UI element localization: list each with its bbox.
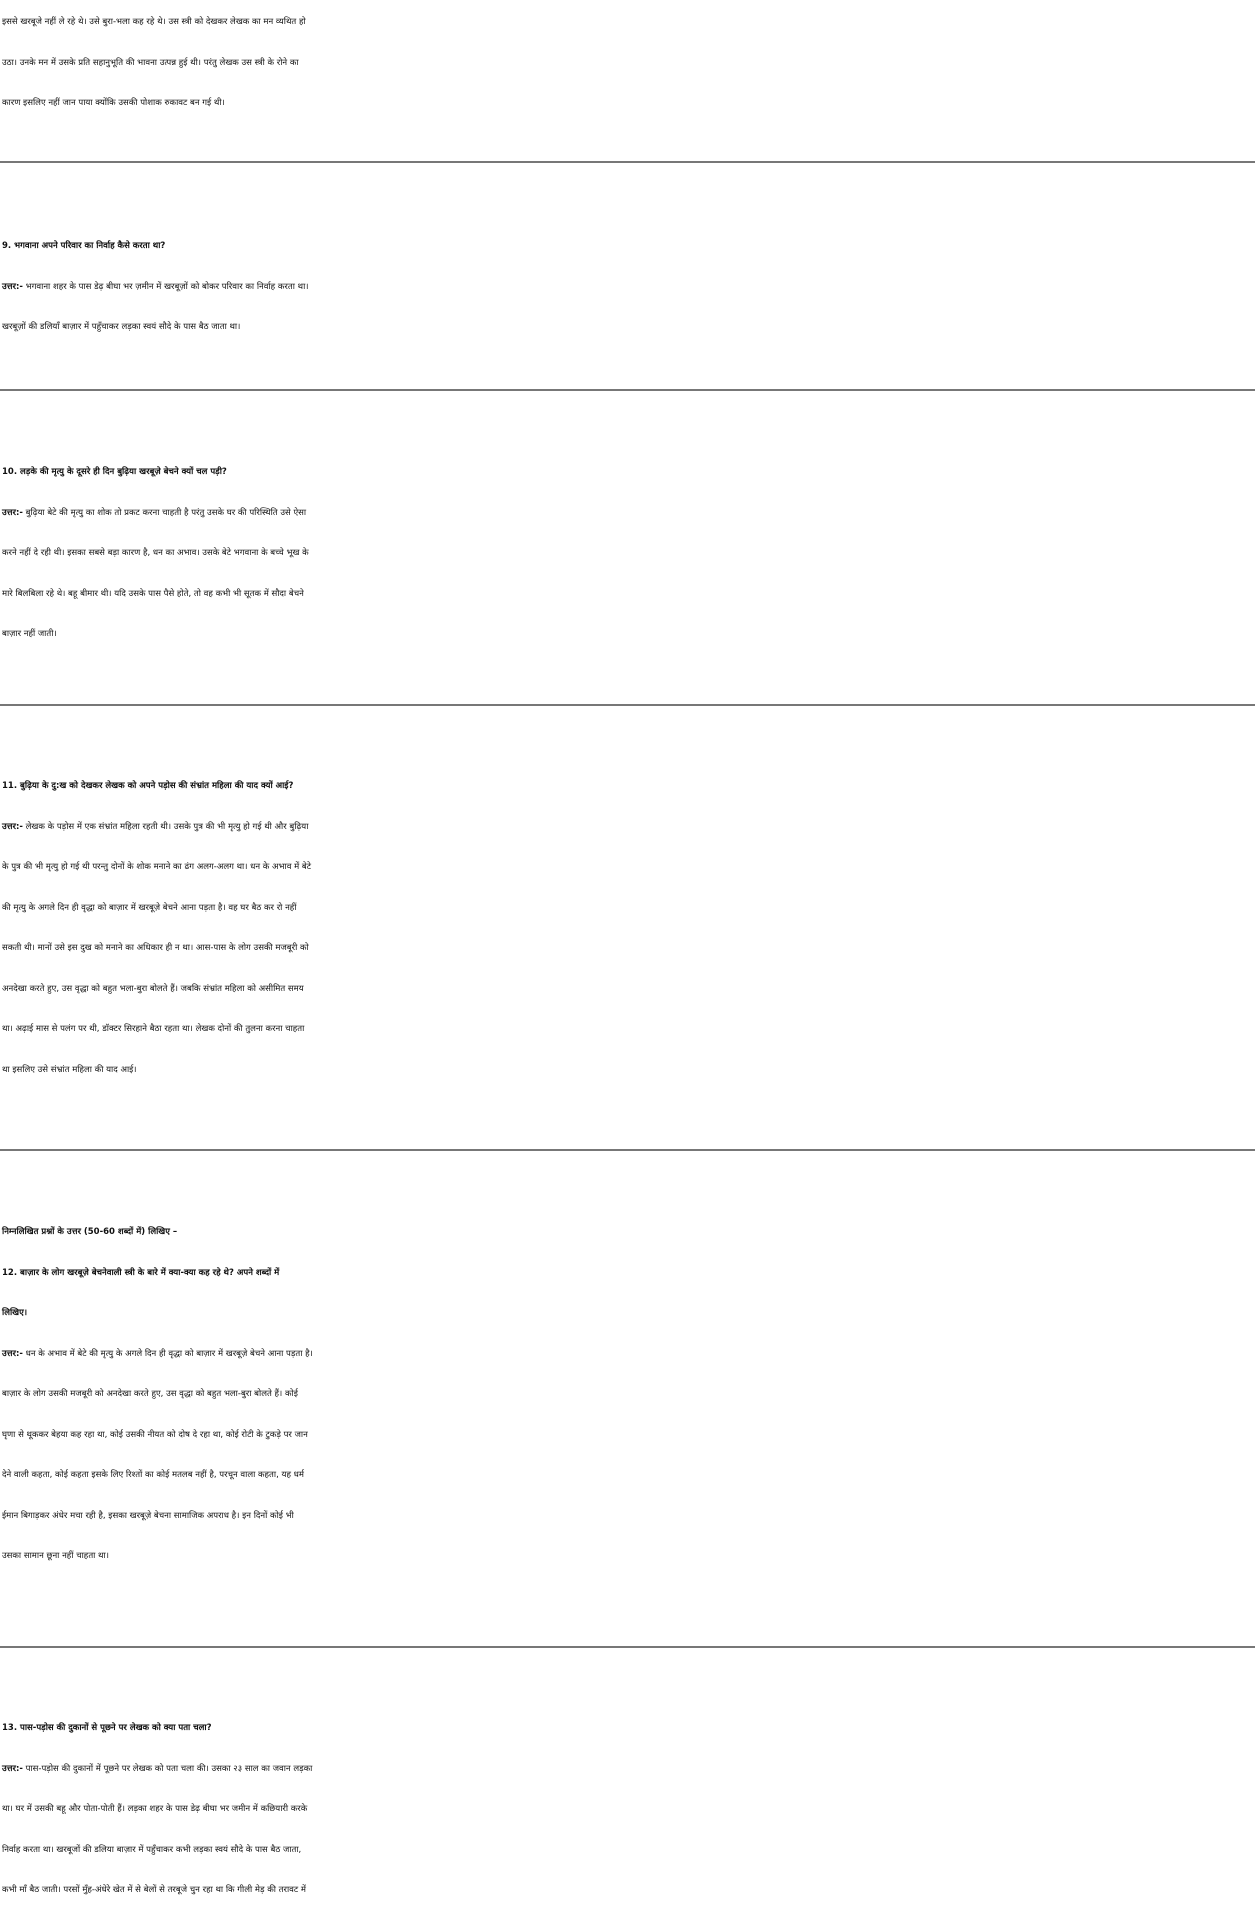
divider <box>0 1149 1255 1151</box>
question-heading: 9. भगवाना अपने परिवार का निर्वाह कैसे करता था? <box>2 241 166 251</box>
answer-label: उत्तर:- <box>2 1348 23 1359</box>
answer-line: के पुत्र की भी मृत्यु हो गई थी परन्तु दोनों के शोक मनाने का ढंग अलग-अलग था। धन के अभाव में बेटे <box>2 862 312 872</box>
answer-line: उसका सामान छूना नहीं चाहता था। <box>2 1551 109 1561</box>
answer-text: बुढ़िया बेटे की मृत्यु का शोक तो प्रकट करना चाहती है परंतु उसके घर की परिस्थिति उसे ऐसा <box>22 507 307 518</box>
section-heading: निम्नलिखित प्रश्नों के उत्तर (50-60 शब्दों में) लिखिए – <box>2 1227 178 1237</box>
question-block-10 <box>2 452 1255 655</box>
answer-label: उत्तर:- <box>2 1763 23 1774</box>
answer-line: मारे बिलबिला रहे थे। बहू बीमार थी। यदि उसके पास पैसे होते, तो वह कभी भी सूतक में सौदा बेचने <box>2 588 304 599</box>
divider <box>0 1646 1255 1648</box>
answer-line: निर्वाह करता था। खरबूजों की डलिया बाज़ार में पहुँचाकर कभी लड़का स्वयं सौदे के पास बैठ जाता, <box>2 1844 302 1855</box>
answer-line: देने वाली कहता, कोई कहता इसके लिए रिश्तों का कोई मतलब नहीं है, परचून वाला कहता, यह धर्म <box>2 1470 304 1480</box>
text-line: उठा। उनके मन में उसके प्रति सहानुभूति की भावना उत्पन्न हुई थी। परंतु लेखक उस स्त्री के रोने का <box>2 57 299 68</box>
answer-line: करने नहीं दे रही थी। इसका सबसे बड़ा कारण है, धन का अभाव। उसके बेटे भगवाना के बच्चे भूख के <box>2 548 309 558</box>
answer-line: बाज़ार के लोग उसकी मजबूरी को अनदेखा करते हुए, उस वृद्धा को बहुत भला-बुरा बोलते हैं। कोई <box>2 1389 298 1399</box>
answer-text: भगवाना शहर के पास डेढ़ बीघा भर ज़मीन में खरबूज़ों को बोकर परिवार का निर्वाह करता था। <box>22 281 309 292</box>
question-heading: लिखिए। <box>2 1308 28 1318</box>
divider <box>0 704 1255 706</box>
answer-label: उत्तर:- <box>2 281 23 292</box>
answer-line: सकती थी। मानों उसे इस दुख को मनाने का अधिकार ही न था। आस-पास के लोग उसकी मजबूरी को <box>2 943 309 953</box>
answer-line <box>2 493 1255 534</box>
answer-text: धन के अभाव में बेटे की मृत्यु के अगले दिन ही वृद्धा को बाज़ार में खरबूज़े बेचने आना पड़ता है। <box>22 1348 313 1359</box>
answer-line <box>2 267 1255 308</box>
answer-line <box>2 807 1255 848</box>
answer-line: कभी माँ बैठ जाती। परसों मुँह-अंधेरे खेत में से बेलों से तरबूजे चुन रहा था कि गीली मेड़ की तरावट में <box>2 1885 306 1895</box>
text-line: कारण इसलिए नहीं जान पाया क्योंकि उसकी पोशाक रुकावट बन गई थी। <box>2 98 225 108</box>
question-heading: 11. बुढ़िया के दु:ख को देखकर लेखक को अपने पड़ोस की संभ्रांत महिला की याद क्यों आई? <box>2 781 294 791</box>
question-block-9 <box>2 226 1255 348</box>
text-line: इससे खरबूजे नहीं ले रहे थे। उसे बुरा-भला कह रहे थे। उस स्त्री को देखकर लेखक का मन व्यथित हो <box>2 17 306 27</box>
answer-label: उत्तर:- <box>2 821 23 832</box>
answer-line: अनदेखा करते हुए, उस वृद्धा को बहुत भला-बुरा बोलते हैं। जबकि संभ्रांत महिला को असीमित समय <box>2 983 304 994</box>
answer-line: था। घर में उसकी बहू और पोता-पोती हैं। लड़का शहर के पास डेढ़ बीघा भर जमीन में कछियारी करके <box>2 1804 308 1814</box>
question-block-12 <box>2 1212 1255 1577</box>
question-block-11 <box>2 766 1255 1090</box>
question-heading: 12. बाज़ार के लोग खरबूज़े बेचनेवाली स्त्री के बारे में क्या-क्या कह रहे थे? अपने शब्दों में <box>2 1267 280 1278</box>
question-heading: 13. पास-पड़ोस की दुकानों से पूछने पर लेखक को क्या पता चला? <box>2 1723 212 1733</box>
answer-line: की मृत्यु के अगले दिन ही वृद्धा को बाज़ार में खरबूज़े बेचने आना पड़ता है। वह घर बैठ कर रो नहीं <box>2 902 297 913</box>
divider <box>0 389 1255 391</box>
answer-text: लेखक के पड़ोस में एक संभ्रांत महिला रहती थी। उसके पुत्र की भी मृत्यु हो गई थी और बुढ़िया <box>22 821 309 832</box>
answer-line: ईमान बिगाड़कर अंधेर मचा रही है, इसका खरबूज़े बेचना सामाजिक अपराध है। इन दिनों कोई भी <box>2 1510 294 1521</box>
answer-label: उत्तर:- <box>2 507 23 518</box>
answer-line: खरबूज़ों की डलियाँ बाज़ार में पहुँचाकर लड़का स्वयं सौदे के पास बैठ जाता था। <box>2 322 241 332</box>
answer-line: था इसलिए उसे संभ्रांत महिला की याद आई। <box>2 1064 137 1075</box>
divider <box>0 161 1255 163</box>
answer-line <box>2 1749 1255 1790</box>
question-heading: 10. लड़के की मृत्यु के दूसरे ही दिन बुढ़िया खरबूज़े बेचने क्यों चल पड़ी? <box>2 467 227 477</box>
question-block-13 <box>2 1708 1255 1911</box>
answer-text: पास-पड़ोस की दुकानों में पूछने पर लेखक को पता चला की। उसका २३ साल का जवान लड़का <box>22 1763 313 1774</box>
intro-paragraph <box>2 2 1255 124</box>
answer-line: बाज़ार नहीं जाती। <box>2 629 57 639</box>
answer-line: था। अढ़ाई मास से पलंग पर थी, डॉक्टर सिरहाने बैठा रहता था। लेखक दोनों की तुलना करना चाहता <box>2 1024 305 1034</box>
answer-line: घृणा से थूककर बेहया कह रहा था, कोई उसकी नीयत को दोष दे रहा था, कोई रोटी के टुकड़े पर जान <box>2 1429 308 1440</box>
answer-line <box>2 1334 1255 1375</box>
